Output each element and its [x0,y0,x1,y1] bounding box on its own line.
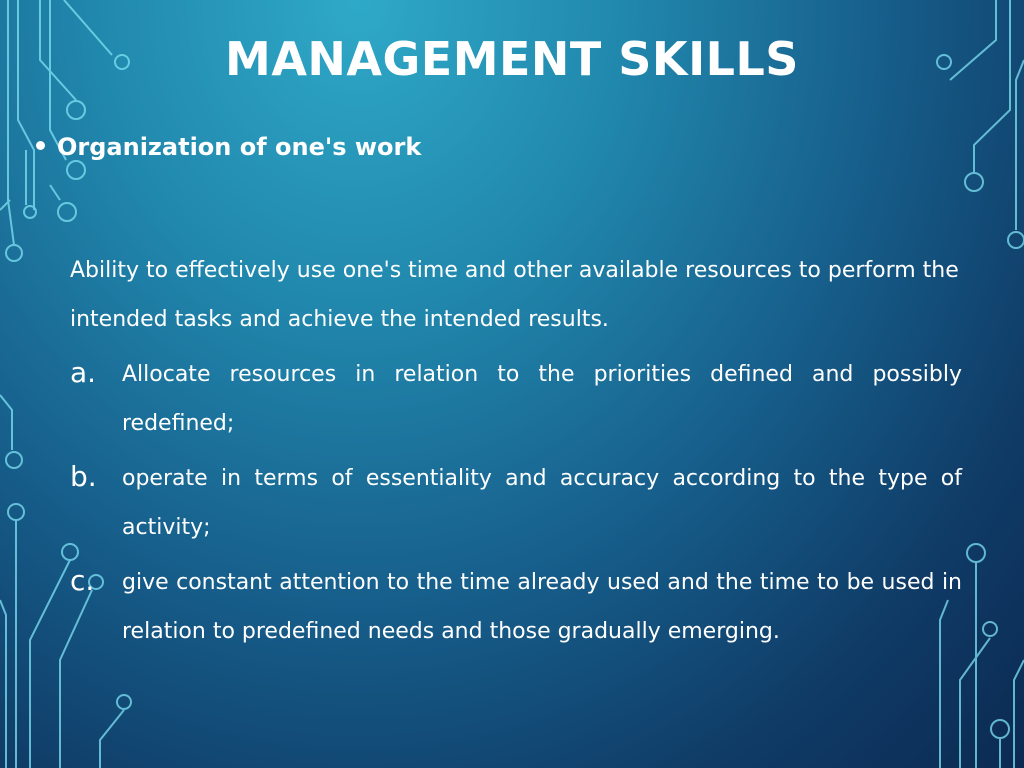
list-item [70,350,962,448]
bullet-heading: Organization of one's work [57,133,422,161]
intro-paragraph: Ability to effectively use one's time and other available resources to perform the intended tasks and achieve the intended results. [70,258,959,332]
list-item [70,558,962,656]
list-marker: c. [70,564,95,597]
slide-title: MANAGEMENT SKILLS [225,32,799,86]
list-item-text: operate in terms of essentiality and accuracy according to the type of activity; [122,466,962,540]
skill-list [70,350,962,656]
list-item [70,454,962,552]
list-item-text: Allocate resources in relation to the priorities defined and possibly redefined; [122,362,962,436]
bullet-item [36,133,421,161]
list-marker: a. [70,356,97,389]
list-marker: b. [70,460,97,493]
bullet-dot-icon [36,141,45,150]
list-item-text: give constant attention to the time already used and the time to be used in relation to predefined needs and those gradually emerging. [122,570,962,644]
slide-body [70,246,962,662]
